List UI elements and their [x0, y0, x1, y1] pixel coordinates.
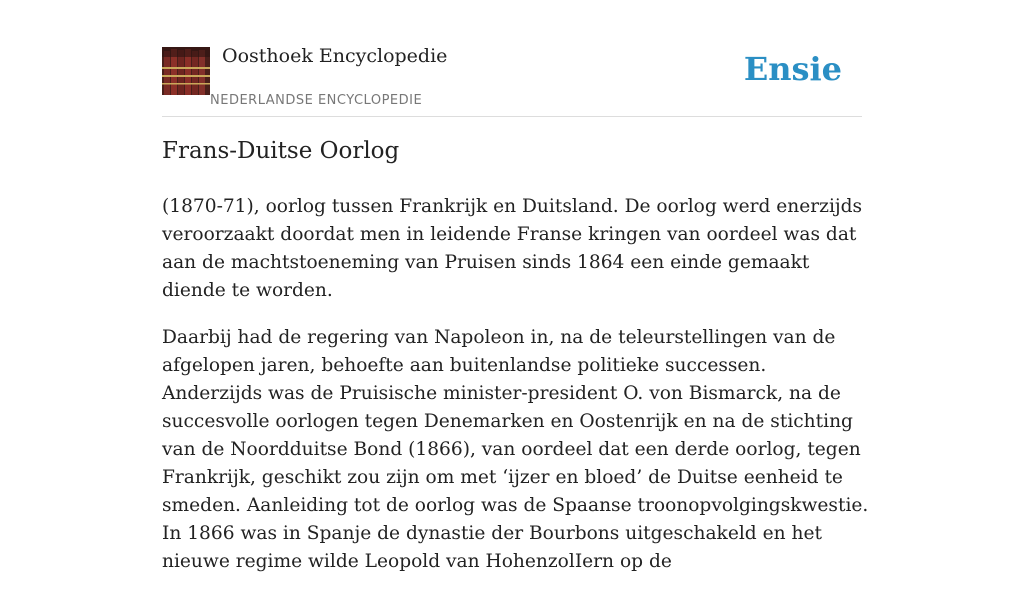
source-title[interactable]: Oosthoek Encyclopedie — [222, 45, 448, 67]
paragraph-2: Daarbij had de regering van Napoleon in, na de teleurstellingen van de afgelopen jaren, behoefte aan buitenlandse politieke successen. Anderzijds was de Pruisische minister-president O. von Bismarck, na de succesvolle oorlogen tegen Denemarken en Oostenrijk en na de stichting van de Noordduitse Bond (1866), van oordeel dat een derde oorlog, tegen Frankrijk, geschikt zou zijn om met ‘ijzer en bloed’ de Duitse eenheid te smeden. Aanleiding tot de oorlog was de Spaanse troonopvolgingskwestie. In 1866 was in Spanje de dynastie der Bourbons uitgeschakeld en het nieuwe regime wilde Leopold van HohenzolIern op de — [162, 327, 869, 572]
article-title: Frans-Duitse Oorlog — [162, 138, 400, 164]
ensie-logo[interactable]: Ensie — [743, 50, 842, 88]
article-body — [162, 193, 872, 595]
books-icon — [162, 47, 210, 95]
source-subtitle: NEDERLANDSE ENCYCLOPEDIE — [210, 93, 423, 108]
paragraph-1: (1870-71), oorlog tussen Frankrijk en Duitsland. De oorlog werd enerzijds veroorzaakt doordat men in leidende Franse kringen van oordeel was dat aan de machtstoeneming van Pruisen sinds 1864 een einde gemaakt diende te worden. — [162, 196, 863, 301]
encyclopedia-books-avatar[interactable] — [162, 47, 210, 95]
header — [162, 0, 862, 117]
